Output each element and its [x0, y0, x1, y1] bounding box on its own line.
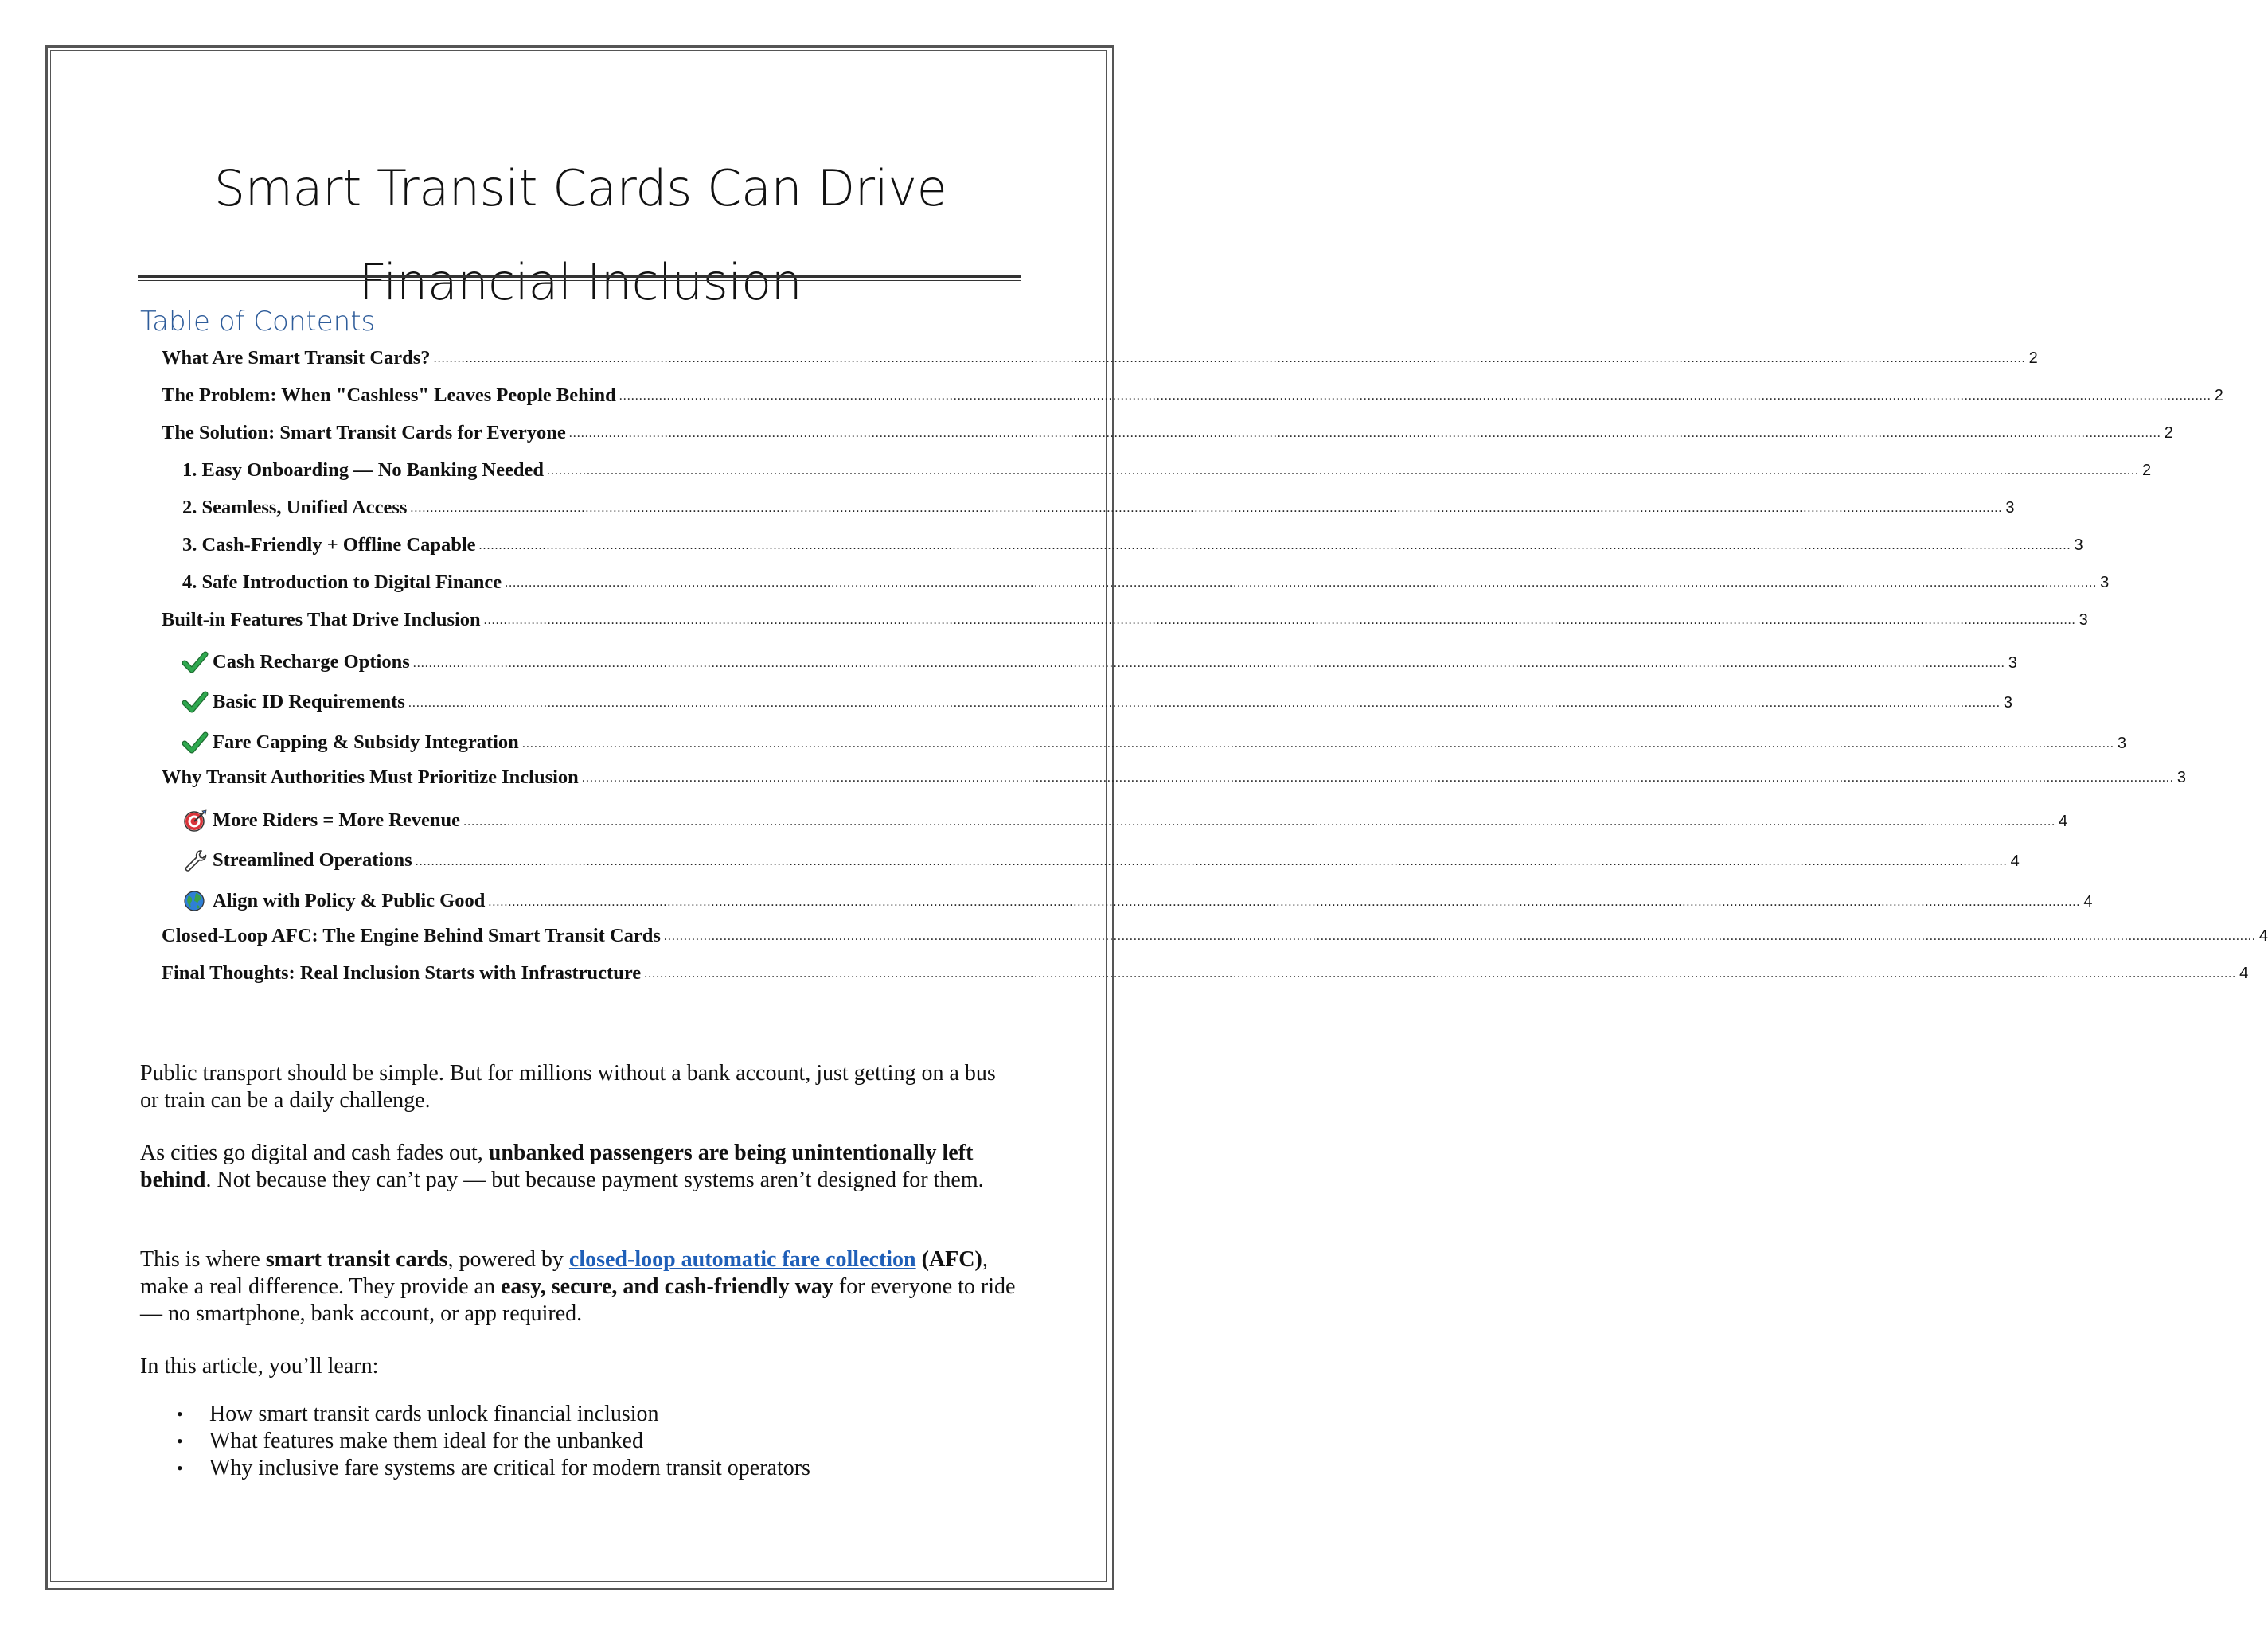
toc-dot-leader: ................................................................................................................................................................................................................................................................................................................................................................................................................: [408, 696, 2001, 710]
toc-heading: Table of Contents: [140, 306, 376, 337]
toc-page-number: 3: [2008, 654, 2017, 672]
toc-entry-label: [182, 809, 460, 833]
list-item-text: How smart transit cards unlock financial inclusion: [209, 1402, 659, 1426]
toc-dot-leader: ................................................................................................................................................................................................................................................................................................................................................................................................................: [412, 657, 2005, 670]
toc-dot-leader: ................................................................................................................................................................................................................................................................................................................................................................................................................: [581, 771, 2174, 785]
document-title: Smart Transit Cards Can Drive Financial Inclusion: [213, 159, 947, 311]
check-mark-icon: [182, 690, 208, 714]
toc-page-number: 4: [2258, 927, 2268, 945]
toc-entry[interactable]: [162, 762, 2186, 789]
toc-page-number: 3: [2117, 735, 2126, 752]
p2-bold: unbanked passengers are being unintentionally left behind: [140, 1141, 974, 1192]
toc-entry[interactable]: [162, 529, 2083, 556]
toc-entry-text: 4. Safe Introduction to Digital Finance: [182, 571, 502, 593]
toc-entry-label: [182, 690, 405, 714]
toc-entry-text: 3. Cash-Friendly + Offline Capable: [182, 534, 476, 556]
toc-entry-label: [162, 609, 481, 631]
toc-dot-leader: ................................................................................................................................................................................................................................................................................................................................................................................................................: [478, 539, 2071, 552]
toc-dot-leader: ................................................................................................................................................................................................................................................................................................................................................................................................................: [521, 737, 2114, 751]
globe-icon: [182, 889, 208, 913]
toc-entry-label: [182, 534, 476, 556]
p3-text-c: , powered by: [447, 1247, 569, 1272]
toc-dot-leader: ................................................................................................................................................................................................................................................................................................................................................................................................................: [415, 855, 2008, 868]
toc-entry[interactable]: [162, 723, 2126, 755]
intro-paragraph-4-text: In this article, you’ll learn:: [140, 1354, 379, 1378]
toc-entry[interactable]: [162, 380, 2223, 407]
toc-dot-leader: ................................................................................................................................................................................................................................................................................................................................................................................................................: [483, 614, 2076, 627]
toc-dot-leader: ................................................................................................................................................................................................................................................................................................................................................................................................................: [644, 967, 2237, 981]
p3-text-a: This is where: [140, 1247, 266, 1272]
toc-dot-leader: ................................................................................................................................................................................................................................................................................................................................................................................................................: [433, 352, 2026, 365]
toc-entry[interactable]: [162, 840, 2020, 872]
toc-entry[interactable]: [162, 642, 2017, 674]
toc-entry-label: [162, 962, 641, 985]
toc-entry-text: Built-in Features That Drive Inclusion: [162, 609, 481, 630]
toc-entry-label: [182, 497, 407, 519]
p2-text-c: . Not because they can’t pay — but because payment systems aren’t designed for them.: [205, 1168, 984, 1192]
toc-dot-leader: ................................................................................................................................................................................................................................................................................................................................................................................................................: [568, 427, 2161, 440]
toc-entry[interactable]: [162, 920, 2268, 947]
toc-entry-label: [182, 650, 410, 674]
toc-entry-text: Final Thoughts: Real Inclusion Starts with Infrastructure: [162, 962, 642, 984]
toc-entry-text: Why Transit Authorities Must Prioritize Inclusion: [162, 766, 579, 788]
toc-entry[interactable]: [162, 801, 2068, 833]
list-item: [177, 1455, 1013, 1482]
toc-page-number: 4: [2010, 852, 2020, 870]
toc-entry-text: 2. Seamless, Unified Access: [182, 497, 408, 518]
toc-entry-text: More Riders = More Revenue: [213, 809, 461, 831]
wrench-icon: [182, 848, 208, 872]
bullet-icon: •: [177, 1404, 183, 1424]
target-icon: [182, 809, 208, 833]
toc-entry-text: The Solution: Smart Transit Cards for Everyone: [162, 422, 566, 443]
toc-dot-leader: ................................................................................................................................................................................................................................................................................................................................................................................................................: [619, 389, 2211, 403]
intro-paragraph-4: [140, 1353, 1016, 1380]
list-item-text: Why inclusive fare systems are critical for modern transit operators: [209, 1456, 810, 1480]
toc-dot-leader: ................................................................................................................................................................................................................................................................................................................................................................................................................: [410, 501, 2003, 515]
check-mark-icon: [182, 650, 208, 674]
toc-page-number: 3: [2176, 769, 2186, 786]
toc-dot-leader: ................................................................................................................................................................................................................................................................................................................................................................................................................: [505, 576, 2098, 590]
toc-entry[interactable]: [162, 881, 2093, 913]
toc-entry-label: [162, 384, 616, 407]
toc-entry[interactable]: [162, 342, 2038, 369]
toc-entry-label: [162, 422, 566, 444]
check-mark-icon: [182, 731, 208, 755]
toc-page-number: 3: [2079, 611, 2088, 629]
toc-page-number: 3: [2100, 574, 2110, 591]
toc-dot-leader: ................................................................................................................................................................................................................................................................................................................................................................................................................: [488, 895, 2081, 909]
toc-entry-text: Streamlined Operations: [213, 849, 412, 871]
intro-paragraph-1-text: Public transport should be simple. But for millions without a bank account, just getting on a bus or train can be a daily challenge.: [140, 1061, 996, 1113]
toc-entry[interactable]: [162, 454, 2152, 482]
toc-entry[interactable]: [162, 604, 2088, 631]
toc-page-number: 2: [2028, 349, 2038, 367]
toc-page-number: 4: [2059, 813, 2068, 830]
afc-link[interactable]: closed-loop automatic fare collection: [568, 1247, 916, 1272]
toc-page-number: 2: [2142, 462, 2152, 479]
intro-paragraph-3: [140, 1246, 1016, 1328]
toc-entry-label: [162, 766, 579, 789]
toc-entry-label: [182, 459, 544, 482]
toc-entry-text: Align with Policy & Public Good: [213, 890, 486, 911]
p3-text-e: , make a real difference. They provide an: [140, 1247, 988, 1299]
toc-entry[interactable]: [162, 417, 2173, 444]
p2-text-a: As cities go digital and cash fades out,: [140, 1141, 489, 1165]
toc-entry-text: Cash Recharge Options: [213, 651, 410, 673]
toc-entry-text: Fare Capping & Subsidy Integration: [213, 731, 519, 753]
toc-entry-text: Closed-Loop AFC: The Engine Behind Smart Transit Cards: [162, 925, 661, 946]
toc-entry[interactable]: [162, 957, 2249, 985]
toc-entry[interactable]: [162, 567, 2110, 594]
toc-page-number: 3: [2074, 536, 2083, 554]
toc-entry-text: Basic ID Requirements: [213, 691, 405, 712]
toc-entry-label: [162, 347, 431, 369]
bullet-icon: •: [177, 1458, 183, 1478]
toc-entry-label: [162, 925, 661, 947]
toc-entry[interactable]: [162, 682, 2012, 714]
toc-entry-text: The Problem: When "Cashless" Leaves People Behind: [162, 384, 616, 406]
intro-paragraph-2: [140, 1140, 1016, 1194]
toc-dot-leader: ................................................................................................................................................................................................................................................................................................................................................................................................................: [547, 464, 2140, 478]
toc-entry-label: [182, 848, 412, 872]
toc-entry-label: [182, 731, 519, 755]
toc-page-number: 3: [2005, 499, 2015, 517]
toc-page-number: 2: [2214, 387, 2223, 404]
toc-entry-text: 1. Easy Onboarding — No Banking Needed: [182, 459, 545, 481]
intro-paragraph-1: [140, 1060, 1016, 1114]
toc-entry-text: What Are Smart Transit Cards?: [162, 347, 431, 369]
p3-bold-afc: (AFC): [915, 1247, 982, 1272]
p3-bold-smart-transit-cards: smart transit cards: [265, 1247, 448, 1272]
list-item: [177, 1401, 1013, 1428]
title-divider-thin: [138, 280, 1021, 281]
p3-text-g: for everyone to ride — no smartphone, bank account, or app required.: [140, 1274, 1016, 1326]
toc-dot-leader: ................................................................................................................................................................................................................................................................................................................................................................................................................: [663, 930, 2256, 943]
toc-dot-leader: ................................................................................................................................................................................................................................................................................................................................................................................................................: [463, 815, 2056, 829]
toc-page-number: 3: [2003, 694, 2012, 712]
toc-entry[interactable]: [162, 492, 2015, 519]
toc-page-number: 4: [2083, 893, 2093, 911]
toc-entry-label: [182, 571, 502, 594]
p3-bold-easy-secure: easy, secure, and cash-friendly way: [500, 1274, 833, 1299]
title-divider: [138, 275, 1021, 278]
learning-bullet-list: [177, 1401, 1013, 1482]
toc-entry-label: [182, 889, 485, 913]
toc-page-number: 4: [2239, 965, 2249, 982]
bullet-icon: •: [177, 1431, 183, 1451]
toc-page-number: 2: [2164, 424, 2173, 442]
list-item: [177, 1428, 1013, 1455]
list-item-text: What features make them ideal for the unbanked: [209, 1429, 643, 1453]
